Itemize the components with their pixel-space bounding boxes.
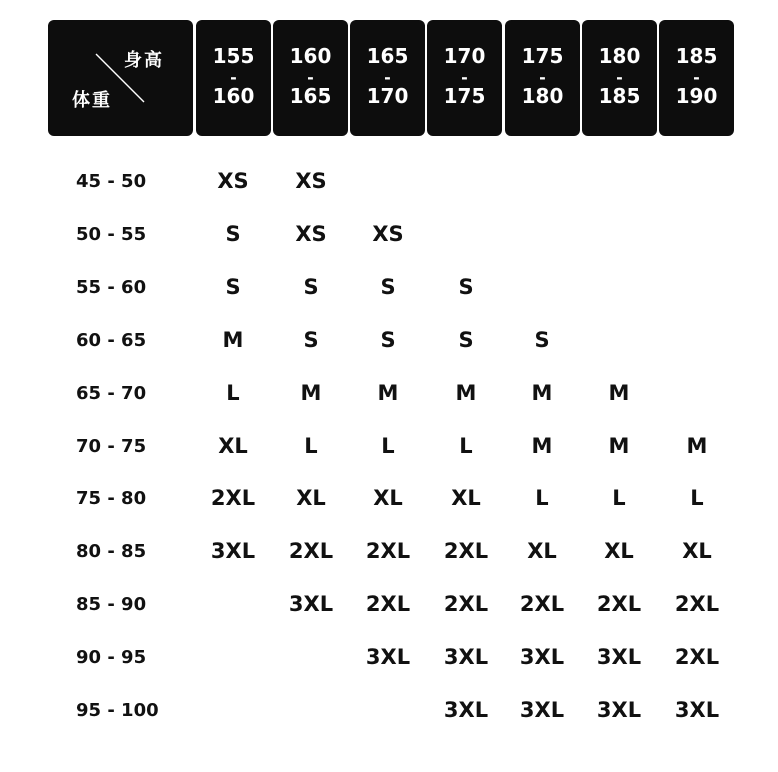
height-range-dash: - <box>693 68 700 87</box>
height-range-dash: - <box>230 68 237 87</box>
size-cell: 2XL <box>519 592 565 617</box>
size-cell: S <box>225 221 241 246</box>
height-header-cell <box>659 20 734 136</box>
size-cell: 3XL <box>443 698 489 722</box>
height-range-end: 190 <box>675 84 718 108</box>
weight-range-label: 90 - 95 <box>76 647 147 669</box>
height-range-dash: - <box>461 68 468 87</box>
height-range-end: 170 <box>366 84 409 108</box>
header-corner-cell <box>48 20 193 136</box>
size-cell: 2XL <box>210 486 256 511</box>
size-cell: 3XL <box>365 645 411 670</box>
height-header-cell <box>273 20 348 136</box>
size-cell: M <box>531 380 553 405</box>
size-cell: 2XL <box>443 592 489 617</box>
size-cell: 2XL <box>674 645 720 670</box>
height-range-dash: - <box>384 68 391 87</box>
size-cell: M <box>531 433 553 458</box>
size-cell: XL <box>373 486 403 511</box>
size-cell: M <box>455 380 477 405</box>
weight-range-label: 65 - 70 <box>76 382 147 404</box>
height-range-end: 175 <box>443 84 486 108</box>
weight-range-label: 50 - 55 <box>76 223 147 245</box>
weight-range-label: 75 - 80 <box>76 488 147 510</box>
size-cell: 2XL <box>365 539 411 564</box>
size-cell: M <box>608 380 630 405</box>
size-cell: S <box>534 327 550 352</box>
height-range-dash: - <box>307 68 314 87</box>
size-cell: 3XL <box>443 645 489 670</box>
size-cell: 3XL <box>210 539 256 564</box>
size-cell: S <box>380 327 396 352</box>
height-header-cell <box>427 20 502 136</box>
size-cell: XL <box>218 433 248 458</box>
size-cell: 3XL <box>288 592 334 617</box>
weight-range-label: 60 - 65 <box>76 329 147 351</box>
height-header-cell <box>505 20 580 136</box>
height-range-end: 180 <box>521 84 564 108</box>
size-cell: 2XL <box>443 539 489 564</box>
height-range-start: 160 <box>289 44 332 68</box>
size-cell: 3XL <box>596 698 642 722</box>
size-cell: S <box>303 327 319 352</box>
height-range-start: 185 <box>675 44 718 68</box>
height-range-end: 185 <box>598 84 641 108</box>
height-header-cell <box>582 20 657 136</box>
size-cell: L <box>304 433 318 458</box>
height-range-start: 165 <box>366 44 409 68</box>
size-cell: S <box>458 327 474 352</box>
size-cell: 2XL <box>596 592 642 617</box>
size-cell: S <box>225 274 241 299</box>
size-cell: L <box>690 486 704 511</box>
size-cell: L <box>535 486 549 511</box>
size-cell: S <box>303 274 319 299</box>
size-cell: M <box>300 380 322 405</box>
weight-range-label: 85 - 90 <box>76 594 147 616</box>
height-range-start: 155 <box>212 44 255 68</box>
size-cell: L <box>381 433 395 458</box>
height-range-start: 170 <box>443 44 486 68</box>
size-cell: M <box>686 433 708 458</box>
size-cell: M <box>377 380 399 405</box>
weight-range-label: 80 - 85 <box>76 541 147 563</box>
size-cell: XL <box>296 486 326 511</box>
height-axis-label: 身高 <box>124 50 164 71</box>
size-cell: XS <box>217 169 249 193</box>
height-header-cell <box>350 20 425 136</box>
size-cell: XS <box>295 221 327 246</box>
size-cell: 3XL <box>519 698 565 722</box>
size-cell: 2XL <box>674 592 720 617</box>
weight-range-label: 45 - 50 <box>76 171 147 192</box>
diagonal-divider <box>48 20 193 136</box>
weight-range-label: 95 - 100 <box>76 700 159 721</box>
height-range-end: 165 <box>289 84 332 108</box>
weight-axis-label: 体重 <box>72 90 112 111</box>
size-cell: S <box>458 274 474 299</box>
height-range-start: 180 <box>598 44 641 68</box>
height-header-cell <box>196 20 271 136</box>
weight-range-label: 70 - 75 <box>76 435 147 457</box>
size-cell: XL <box>527 539 557 564</box>
size-cell: 2XL <box>288 539 334 564</box>
size-cell: 3XL <box>674 698 720 722</box>
size-cell: S <box>380 274 396 299</box>
size-cell: L <box>612 486 626 511</box>
size-cell: XS <box>295 169 327 193</box>
size-cell: L <box>459 433 473 458</box>
size-cell: 3XL <box>596 645 642 670</box>
size-cell: XL <box>682 539 712 564</box>
height-range-start: 175 <box>521 44 564 68</box>
size-cell: M <box>608 433 630 458</box>
weight-range-label: 55 - 60 <box>76 276 147 298</box>
size-cell: L <box>226 380 240 405</box>
height-range-dash: - <box>616 68 623 87</box>
size-cell: XL <box>604 539 634 564</box>
height-range-dash: - <box>539 68 546 87</box>
size-cell: XL <box>451 486 481 511</box>
size-cell: M <box>222 327 244 352</box>
height-range-end: 160 <box>212 84 255 108</box>
size-cell: 2XL <box>365 592 411 617</box>
size-cell: XS <box>372 221 404 246</box>
size-cell: 3XL <box>519 645 565 670</box>
